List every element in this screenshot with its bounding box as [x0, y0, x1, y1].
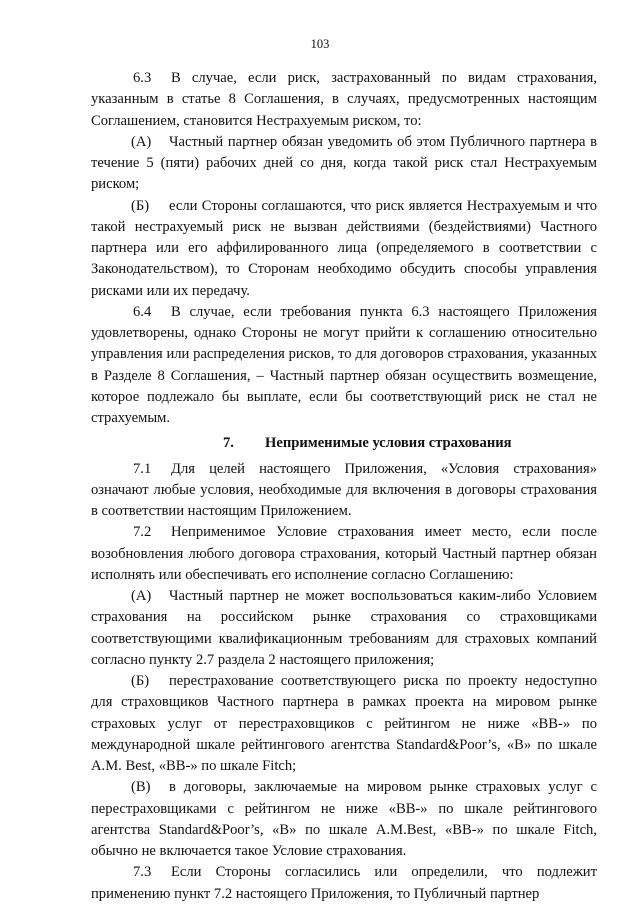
subclause-text: в договоры, заключаемые на мировом рынке страховых услуг с перестраховщиками с рейтингом не ниже «BB-» по шкале рейтингового агентства Standard&Poor’s, «B» по шкале A.M.Best, «BB-» по шкале Fitch, обычно не включается такое Условие страхования. [91, 779, 597, 859]
subclause-text: если Стороны соглашаются, что риск является Нестрахуемым и что такой нестрахуемый риск не вызван действиями (бездействиями) Частного партнера или его аффилированного лица (определяемого в соответствии с Законодательством), то Сторонам необходимо обсудить способы управления рисками или их передачу. [91, 197, 597, 299]
section-number: 7. [223, 435, 234, 452]
clause-text: Неприменимое Условие страхования имеет место, если после возобновления любого договора страхования, который Частный партнер обязан исполнять или обеспечивать его исполнение согласно Соглашению: [91, 524, 597, 583]
clause-number: 7.1 [133, 460, 152, 477]
section-title: Неприменимые условия страхования [265, 435, 512, 452]
page-number: 103 [310, 37, 330, 51]
paragraph-7-3 [91, 862, 597, 905]
clause-number: 7.3 [133, 864, 152, 881]
clause-number: 6.3 [133, 70, 152, 86]
subclause-6-3-a [91, 132, 597, 196]
subclause-marker: (Б) [131, 673, 150, 689]
clause-number: 7.2 [133, 524, 152, 541]
subclause-6-3-b [91, 196, 597, 302]
paragraph-7-1 [91, 459, 597, 523]
paragraph-6-3 [91, 68, 597, 132]
subclause-text: перестрахование соответствующего риска по проекту недоступно для страховщиков Частного партнера в рамках проекта на мировом рынке страховых услуг от перестраховщиков с рейтингом не ниже «BB-» по международной шкале рейтингового агентства Standard&Poor’s, «B» по шкале A.M. Best, «BB-» по шкале Fitch; [91, 673, 597, 774]
clause-text: Если Стороны согласились или определили, что подлежит применению пункт 7.2 настоящего Приложения, то Публичный партнер [91, 864, 597, 902]
paragraph-7-2 [91, 522, 597, 586]
clause-text: В случае, если требования пункта 6.3 настоящего Приложения удовлетворены, однако Стороны не могут прийти к соглашению относительно управления или распределения рисков, то для договоров страхования, указанных в Разделе 8 Соглашения, – Частный партнер обязан осуществить возмещение, которое подлежало бы выплате, если бы соответствующий риск не стал не страхуемым. [91, 303, 597, 426]
subclause-text: Частный партнер обязан уведомить об этом Публичного партнера в течение 5 (пяти) рабочих дней со дня, когда такой риск стал Нестрахуемым риском; [91, 133, 597, 193]
clause-text: Для целей настоящего Приложения, «Условия страхования» означают любые условия, необходимые для включения в договоры страхования в соответствии настоящим Приложением. [91, 460, 597, 519]
subclause-7-2-c [91, 777, 597, 862]
section-heading [91, 433, 597, 454]
clause-text: В случае, если риск, застрахованный по видам страхования, указанным в статье 8 Соглашения, в случаях, предусмотренных настоящим Соглашением, становится Нестрахуемым риском, то: [91, 70, 597, 129]
paragraph-6-4 [91, 302, 597, 430]
document-body [91, 68, 597, 905]
subclause-marker: (А) [131, 133, 152, 150]
subclause-marker: (Б) [131, 197, 150, 214]
clause-number: 6.4 [133, 303, 152, 320]
subclause-7-2-a [91, 586, 597, 671]
subclause-7-2-b [91, 671, 597, 777]
subclause-text: Частный партнер не может воспользоваться каким-либо Условием страхования на российском рынке страхования со страховщиками соответствующими квалификационным требованиям для страховых компаний согласно пункту 2.7 раздела 2 настоящего приложения; [91, 588, 597, 668]
subclause-marker: (А) [131, 588, 152, 604]
subclause-marker: (В) [131, 779, 151, 796]
